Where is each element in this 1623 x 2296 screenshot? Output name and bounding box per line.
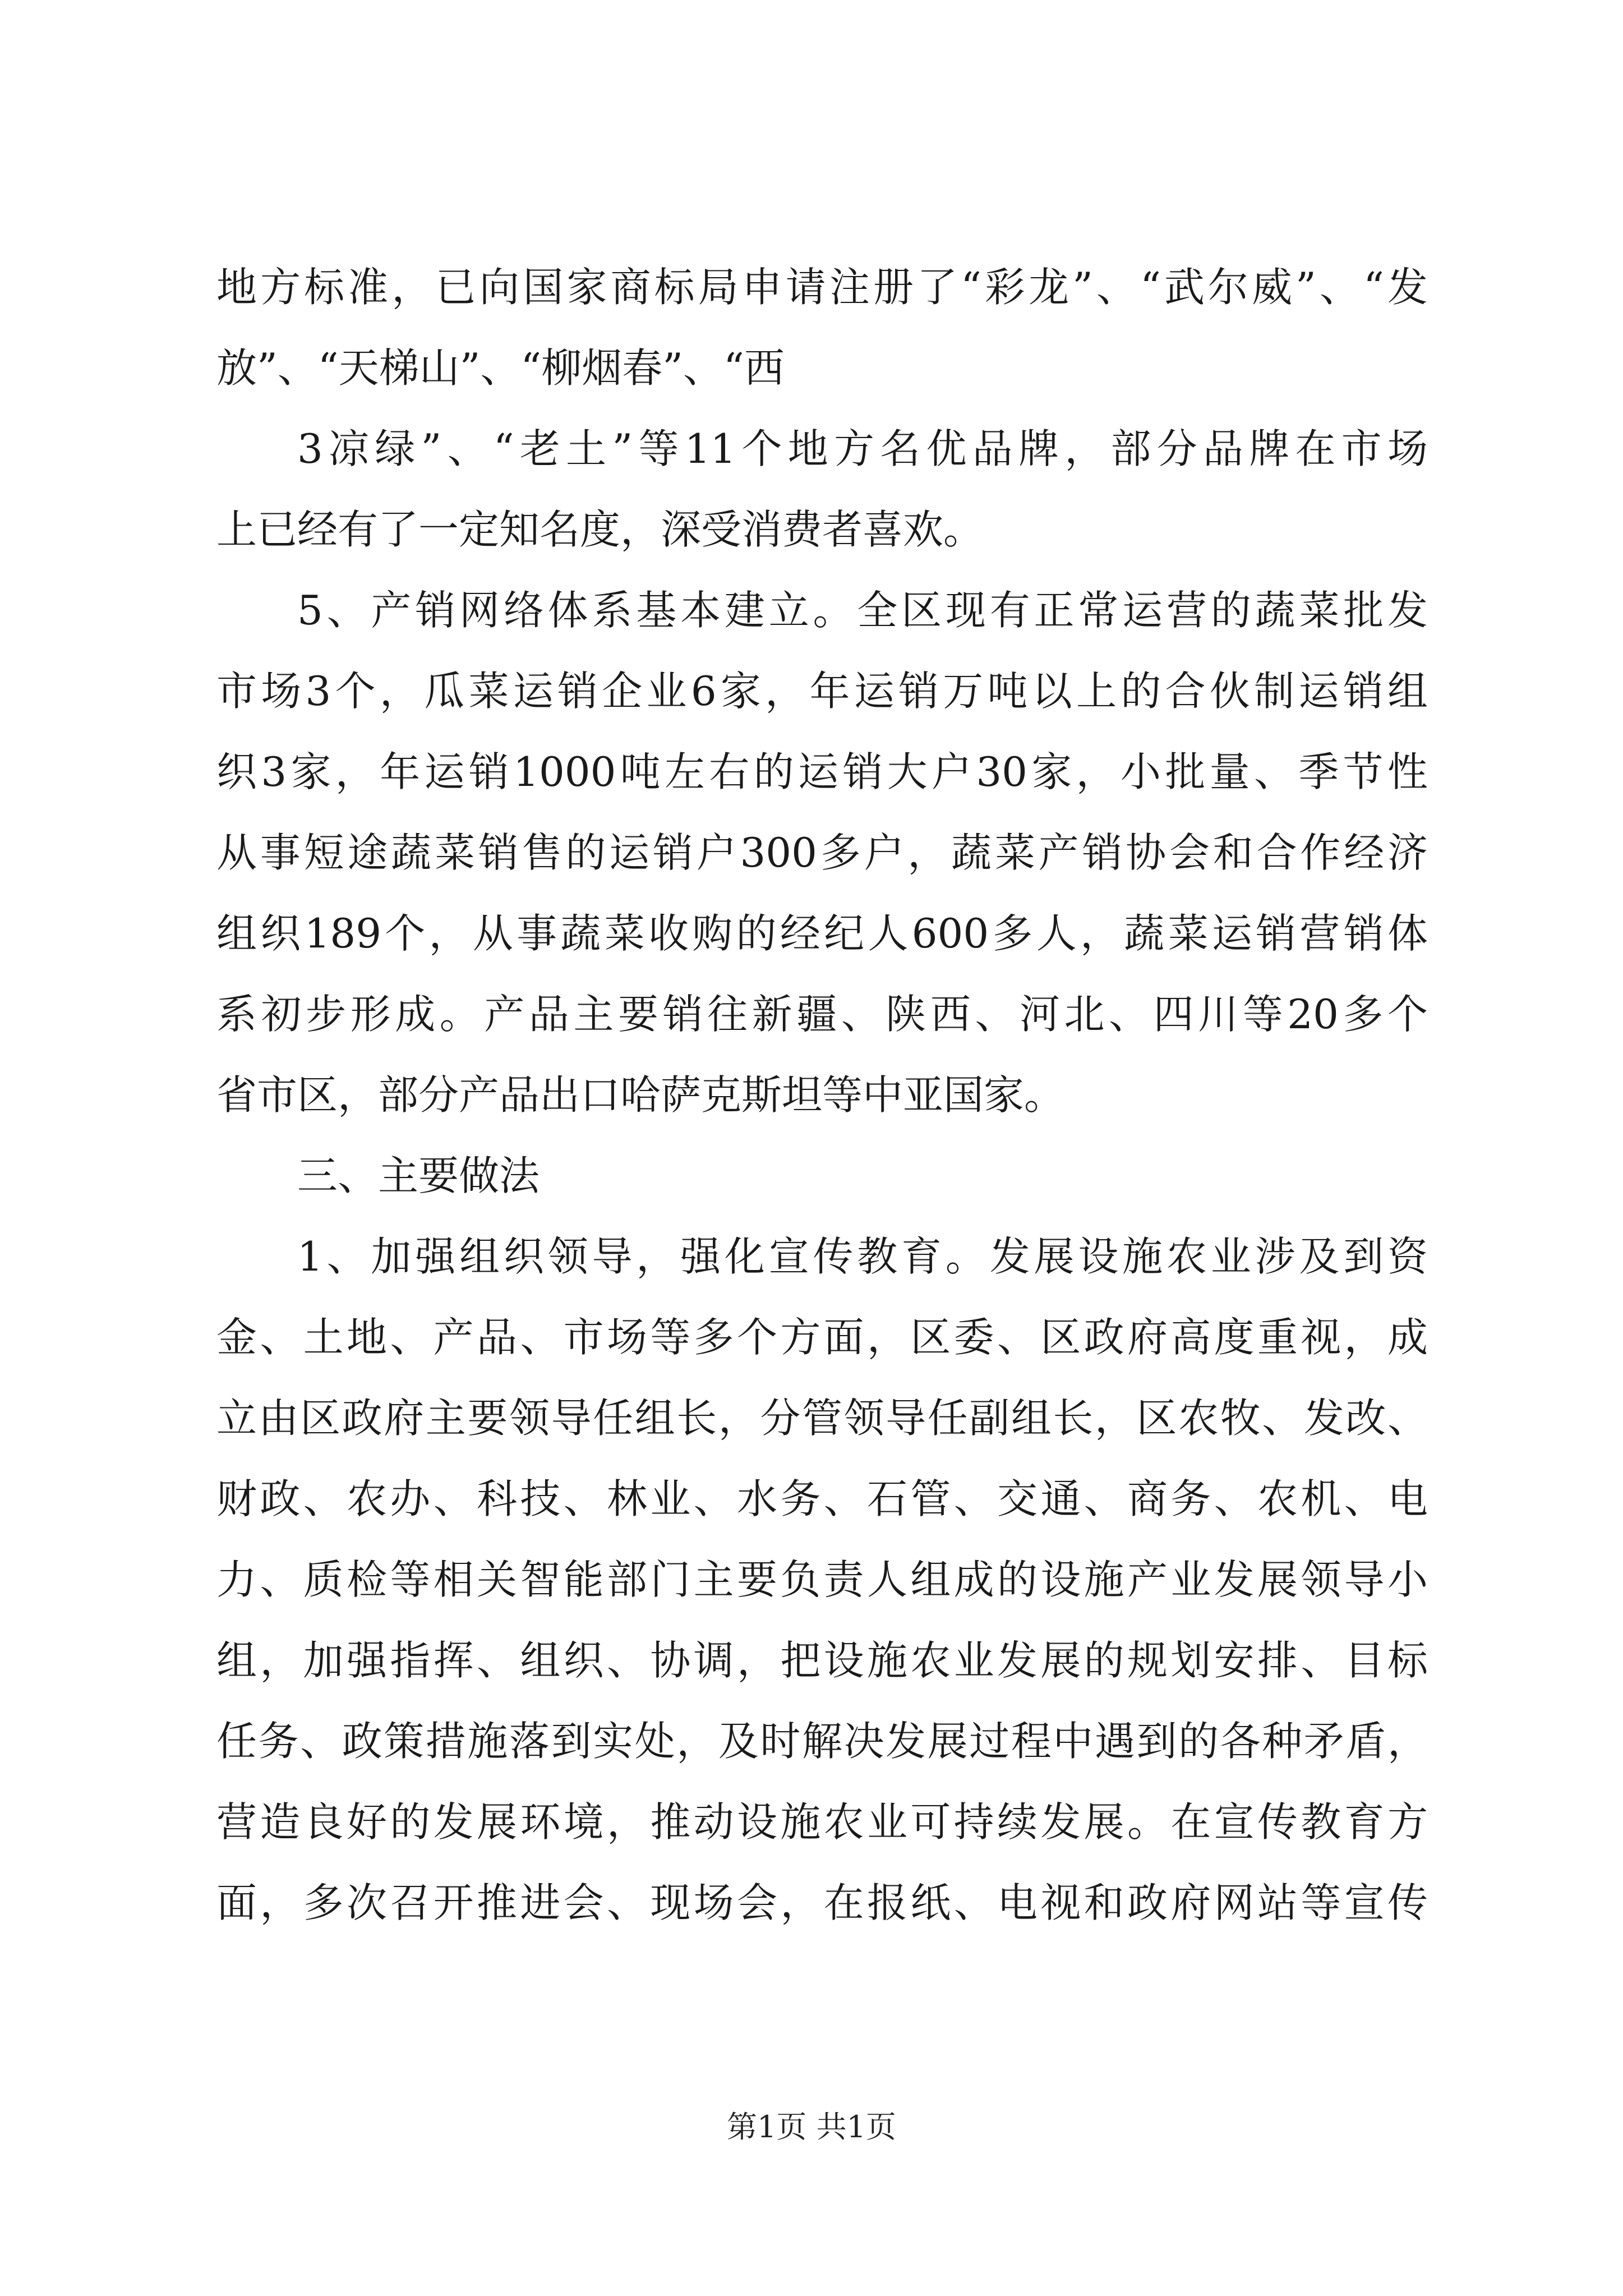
text-line: 财政、农办、科技、林业、水务、石管、交通、商务、农机、电 [216, 1475, 1428, 1522]
text-line: 上已经有了一定知名度，深受消费者喜欢。 [216, 506, 984, 553]
text-line: 立由区政府主要领导任组长，分管领导任副组长，区农牧、发改、 [216, 1395, 1428, 1442]
text-line: 省市区，部分产品出口哈萨克斯坦等中亚国家。 [216, 1071, 1065, 1119]
text-line: 放”、“天梯山”、“柳烟春”、“西 [216, 344, 785, 392]
text-line: 系初步形成。产品主要销往新疆、陕西、河北、四川等20多个 [216, 991, 1428, 1038]
text-line: 地方标准，已向国家商标局申请注册了“彩龙”、“武尔威”、“发 [216, 264, 1428, 311]
text-line: 营造良好的发展环境，推动设施农业可持续发展。在宣传教育方 [216, 1798, 1428, 1846]
text-line: 金、土地、产品、市场等多个方面，区委、区政府高度重视，成 [216, 1314, 1428, 1361]
text-line: 市场3个，瓜菜运销企业6家，年运销万吨以上的合伙制运销组 [216, 668, 1428, 715]
text-line: 面，多次召开推进会、现场会，在报纸、电视和政府网站等宣传 [216, 1879, 1428, 1926]
text-line: 组，加强指挥、组织、协调，把设施农业发展的规划安排、目标 [216, 1637, 1428, 1684]
text-line: 力、质检等相关智能部门主要负责人组成的设施产业发展领导小 [216, 1556, 1428, 1603]
text-line: 织3家，年运销1000吨左右的运销大户30家，小批量、季节性 [216, 748, 1428, 795]
text-line: 任务、政策措施落到实处，及时解决发展过程中遇到的各种矛盾， [216, 1718, 1428, 1765]
text-line: 1、加强组织领导，强化宣传教育。发展设施农业涉及到资 [297, 1233, 1428, 1280]
text-line: 从事短途蔬菜销售的运销户300多户，蔬菜产销协会和合作经济 [216, 829, 1428, 876]
page-footer: 第1页 共1页 [727, 2109, 896, 2145]
text-line: 5、产销网络体系基本建立。全区现有正常运营的蔬菜批发 [297, 587, 1428, 634]
text-line: 三、主要做法 [297, 1152, 540, 1199]
text-line: 组织189个，从事蔬菜收购的经纪人600多人，蔬菜运销营销体 [216, 910, 1428, 957]
body-text [216, 247, 1428, 1943]
text-line: 3凉绿”、“老土”等11个地方名优品牌，部分品牌在市场 [297, 425, 1428, 472]
